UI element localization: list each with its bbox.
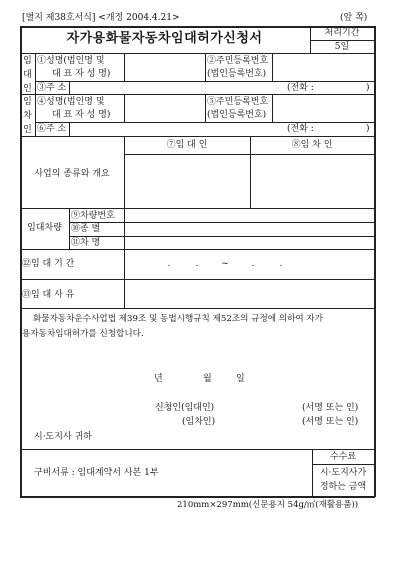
period-dot-3: . (251, 259, 255, 269)
business-label: 사업의 종류와 개요 (34, 169, 110, 179)
fee-label: 수수료 (329, 452, 357, 462)
lessee-rrn-label: ⑤주민등록번호 (207, 97, 269, 107)
lessee-address-field[interactable] (71, 123, 281, 135)
lessor-char-2: 대 (23, 70, 32, 80)
lessee-phone-label: (전화 : (287, 124, 314, 134)
date-day: 일 (236, 374, 245, 384)
statement-line-1: 화물자동차운수사업법 제39조 및 동법시행규칙 제52조의 규정에 의하여 자가 (33, 314, 324, 324)
fee-line-1: 시·도지사가 (319, 468, 367, 478)
lessee-phone-close: ) (366, 124, 370, 134)
lessor-phone-label: (전화 : (287, 83, 314, 93)
business-lessor-field[interactable] (126, 156, 248, 206)
lessor-phone-close: ) (366, 83, 370, 93)
rental-reason-label: ⑬임 대 사 유 (22, 290, 75, 300)
lessee-char-1: 임 (23, 97, 32, 107)
date-month: 월 (203, 374, 212, 384)
vehicle-number-label: ⑨차량번호 (71, 211, 115, 221)
business-lessee-header: ⑧임 차 인 (291, 140, 333, 150)
fee-line-2: 정하는 금액 (319, 482, 367, 492)
business-lessor-header: ⑦임 대 인 (166, 140, 208, 150)
period-dot-1: . (167, 259, 171, 269)
statement-line-2: 용자동차임대허가를 신청합니다. (22, 329, 144, 339)
vehicle-label: 임대차량 (27, 223, 62, 233)
vehicle-name-label: ⑪차 명 (71, 238, 101, 248)
lessor-name-label: ①성명(법인명 및 (37, 56, 105, 66)
rental-period-label: ⑫임 대 기 간 (22, 259, 75, 269)
lessee-char-2: 차 (23, 111, 32, 121)
lessor-char-1: 임 (23, 56, 32, 66)
attachment-text: 구비서류 : 임대계약서 사본 1부 (34, 468, 159, 478)
lessor-char-3: 인 (23, 84, 32, 94)
lessor-address-field[interactable] (71, 82, 281, 93)
applicant-lessor-label: 신청인(임대인) (155, 403, 215, 413)
rental-period-field[interactable] (155, 259, 295, 270)
form-title: 자가용화물자동차임대허가신청서 (66, 31, 263, 46)
page-side-label: (앞 쪽) (340, 13, 368, 23)
period-tilde: ~ (221, 259, 229, 269)
vehicle-number-field[interactable] (126, 209, 372, 221)
paper-spec: 210mm×297mm(신문용지 54g/㎡(재활용품)) (177, 500, 359, 510)
lessee-rrn-field[interactable] (274, 95, 372, 121)
processing-period-label: 처리기간 (324, 28, 360, 38)
date-year: 년 (154, 374, 163, 384)
recipient: 시·도지사 귀하 (34, 432, 92, 442)
lessor-name-field[interactable] (126, 54, 204, 80)
lessee-name-label-2: 대 표 자 성 명) (52, 110, 111, 120)
period-dot-4: . (279, 259, 283, 269)
applicant-lessor-sign[interactable]: (서명 또는 인) (302, 403, 359, 413)
lessee-char-3: 인 (23, 125, 32, 135)
form-number: [별지 제38호서식] <개정 2004.4.21> (22, 13, 180, 23)
business-lessee-field[interactable] (252, 156, 372, 206)
lessee-address-label: ⑥주 소 (37, 124, 67, 134)
lessor-address-label: ③주 소 (37, 83, 67, 93)
period-dot-2: . (195, 259, 199, 269)
lessor-rrn-field[interactable] (274, 54, 372, 80)
lessor-name-label-2: 대 표 자 성 명) (52, 69, 111, 79)
vehicle-type-field[interactable] (126, 223, 372, 235)
applicant-lessee-sign[interactable]: (서명 또는 인) (302, 417, 359, 427)
applicant-lessee-label: (임차인) (182, 417, 216, 427)
rental-reason-field[interactable] (126, 280, 372, 307)
lessee-rrn-label-2: (법인등록번호) (207, 110, 267, 120)
lessee-name-label: ④성명(법인명 및 (37, 97, 105, 107)
vehicle-type-label: ⑩종 별 (71, 224, 101, 234)
lessee-name-field[interactable] (126, 95, 204, 121)
processing-period-value: 5일 (334, 42, 350, 52)
lessor-rrn-label-2: (법인등록번호) (207, 69, 267, 79)
lessor-rrn-label: ②주민등록번호 (207, 56, 269, 66)
vehicle-name-field[interactable] (126, 237, 372, 248)
